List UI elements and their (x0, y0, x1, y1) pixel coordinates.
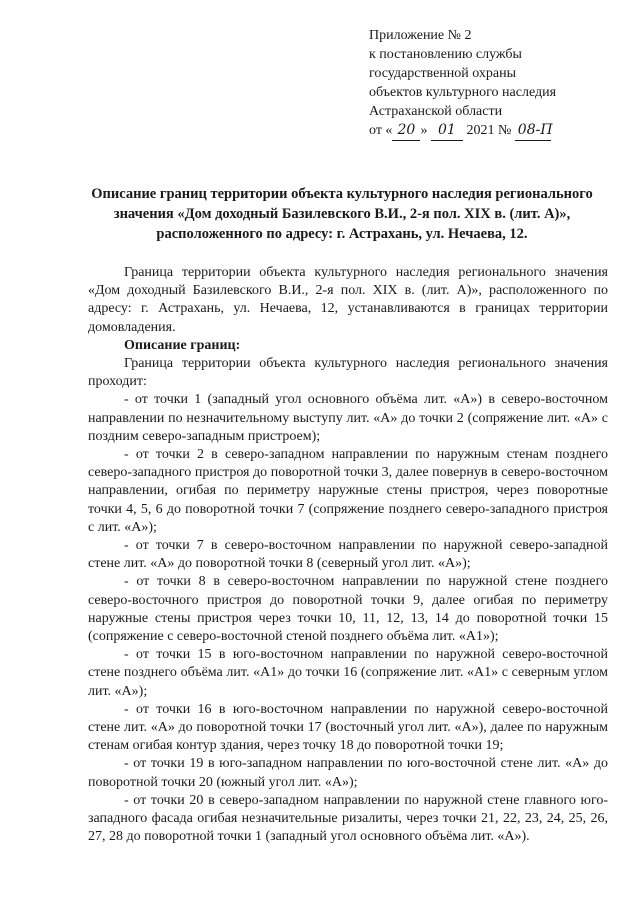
date-day-handwritten: 20 (392, 121, 420, 141)
boundary-item: - от точки 19 в юго-западном направлении по юго-восточной стене лит. «А» до поворотной точки 20 (южный угол лит. «А»); (88, 756, 608, 790)
date-mid: » (420, 123, 428, 138)
appendix-block (369, 26, 629, 141)
appendix-line: объектов культурного наследия (369, 85, 557, 100)
date-month-handwritten: 01 (431, 121, 463, 141)
intro-paragraph: Граница территории объекта культурного наследия регионального значения «Дом доходный Базилевского В.И., 2-я пол. XIX в. (лит. А)», расположенного по адресу: г. Астрахань, ул. Нечаева, 12, устанавливаются в границах территории домовладения. (88, 265, 608, 335)
appendix-date-line (369, 121, 629, 141)
appendix-line: к постановлению службы (369, 47, 522, 62)
boundary-item: - от точки 7 в северо-восточном направлении по наружной северо-западной стене лит. «А» до поворотной точки 8 (северный угол лит. «А»); (88, 538, 608, 572)
boundary-item: - от точки 2 в северо-западном направлении по наружным стенам позднего северо-западного пристроя до поворотной точки 3, далее повернув в северо-восточном направлении, огибая по периметру наружные стены пристроя, через поворотные точки 4, 5, 6 до поворотной точки 7 (сопряжение позднего северо-западного пристроя с лит. «А»); (88, 447, 608, 535)
date-prefix: от « (369, 123, 393, 138)
section-heading: Описание границ: (124, 337, 241, 353)
document-title: Описание границ территории объекта культурного наследия регионального значения «Дом доходный Базилевского В.И., 2-я пол. XIX в. (лит. А)», расположенного по адресу: г. Астрахань, ул. Нечаева, 12. (91, 186, 593, 242)
boundary-item: - от точки 16 в юго-восточном направлении по наружной северо-восточной стене лит. «А» до поворотной точки 17 (восточный угол лит. «А»), далее по наружным стенам огибая контур здания, через точку 18 до поворотной точки 19; (88, 701, 608, 754)
document-number-handwritten: 08-П (515, 121, 551, 141)
appendix-line: государственной охраны (369, 66, 517, 81)
appendix-line: Астраханской области (369, 104, 503, 119)
boundary-item: - от точки 20 в северо-западном направлении по наружной стене главного юго-западного фасада огибая незначительные ризалиты, через точки 21, 22, 23, 24, 25, 26, 27, 28 до поворотной точки 1 (западный угол основного объёма лит. «А»). (88, 792, 608, 845)
document-body (88, 264, 608, 847)
boundary-item: - от точки 15 в юго-восточном направлении по наружной северо-восточной стене позднего объёма лит. «А1» до точки 16 (сопряжение лит. «А1» с северным углом лит. «А»); (88, 647, 608, 699)
boundary-item: - от точки 8 в северо-восточном направлении по наружной стене позднего северо-восточного пристроя до поворотной точки 9, далее огибая по периметру наружные стены пристроя через точки 10, 11, 12, 13, 14 до поворотной точки 15 (сопряжение с северо-восточной стеной позднего объёма лит. «А1»); (88, 574, 608, 645)
lead-paragraph: Граница территории объекта культурного наследия регионального значения проходит: (88, 356, 608, 390)
boundary-item: - от точки 1 (западный угол основного объёма лит. «А») в северо-восточном направлении по незначительному выступу лит. «А» до точки 2 (сопряжение лит. «А» с поздним северо-западным пристроем); (88, 392, 608, 444)
date-year: 2021 № (466, 123, 512, 138)
appendix-line: Приложение № 2 (369, 28, 472, 43)
